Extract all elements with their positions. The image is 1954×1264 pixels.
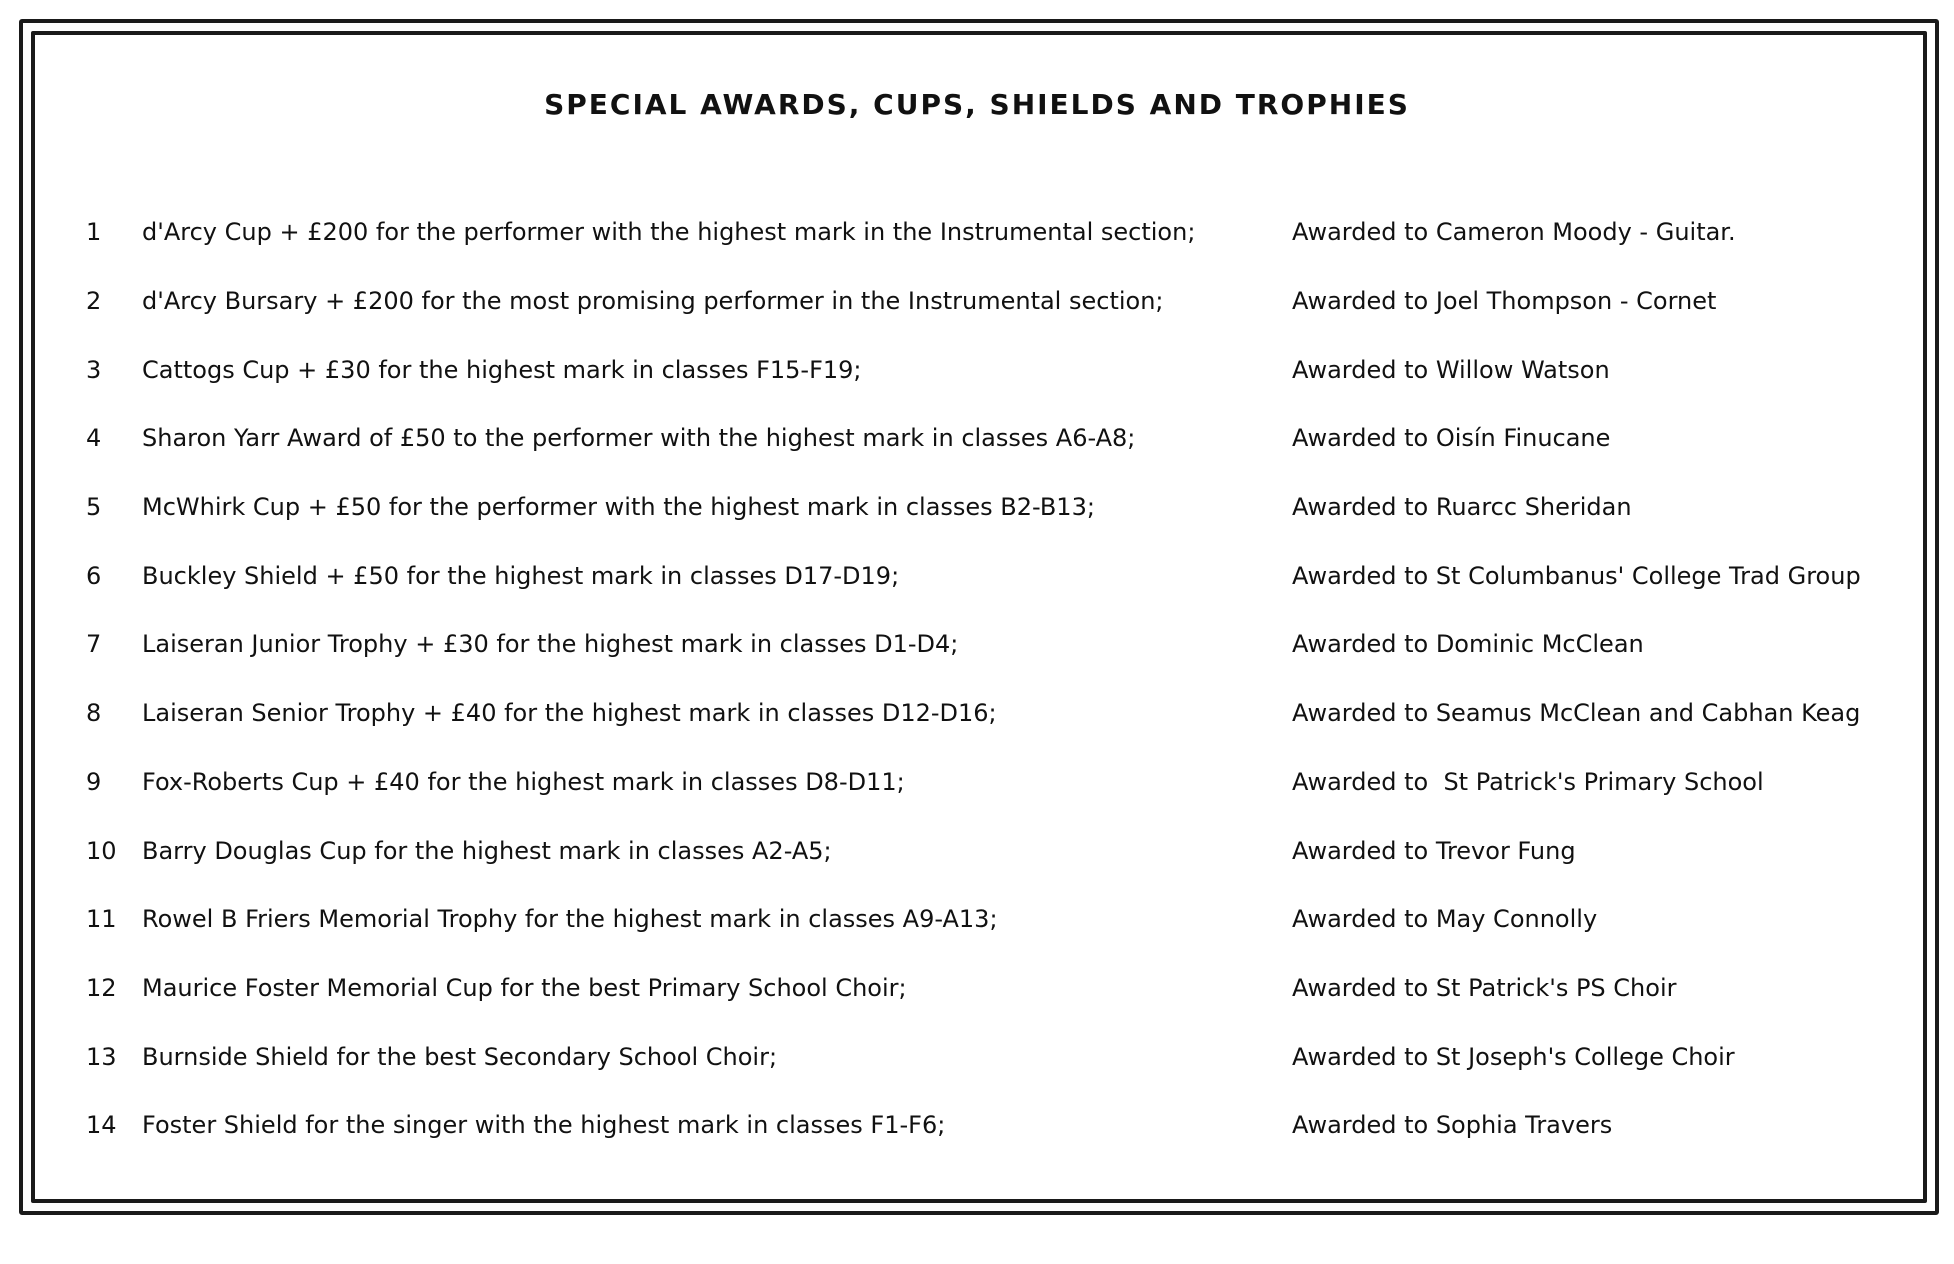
award-recipient: Awarded to Dominic McClean	[1292, 630, 1644, 659]
award-row	[86, 1022, 1886, 1091]
award-number: 8	[86, 699, 102, 728]
award-description: Rowel B Friers Memorial Trophy for the highest mark in classes A9-A13;	[142, 905, 998, 934]
award-row	[86, 748, 1886, 817]
award-recipient: Awarded to Ruarcc Sheridan	[1292, 493, 1632, 522]
award-recipient: Awarded to Cameron Moody - Guitar.	[1292, 218, 1736, 247]
award-description: Buckley Shield + £50 for the highest mark in classes D17-D19;	[142, 561, 900, 590]
award-number: 7	[86, 630, 102, 659]
award-row	[86, 954, 1886, 1023]
award-row	[86, 885, 1886, 954]
award-description: Barry Douglas Cup for the highest mark in classes A2-A5;	[142, 836, 832, 865]
award-description: Burnside Shield for the best Secondary School Choir;	[142, 1042, 778, 1071]
award-number: 3	[86, 355, 102, 384]
award-description: Laiseran Junior Trophy + £30 for the highest mark in classes D1-D4;	[142, 630, 959, 659]
award-description: d'Arcy Cup + £200 for the performer with the highest mark in the Instrumental section;	[142, 218, 1196, 247]
award-row	[86, 473, 1886, 542]
award-description: Sharon Yarr Award of £50 to the performer with the highest mark in classes A6-A8;	[142, 424, 1136, 453]
award-row	[86, 267, 1886, 336]
award-number: 13	[86, 1042, 117, 1071]
awards-list	[86, 198, 1886, 1160]
page-title: SPECIAL AWARDS, CUPS, SHIELDS AND TROPHIES	[544, 88, 1410, 121]
award-row	[86, 816, 1886, 885]
award-row	[86, 198, 1886, 267]
award-row	[86, 1091, 1886, 1160]
award-number: 6	[86, 561, 102, 590]
award-recipient: Awarded to St Patrick's PS Choir	[1292, 973, 1677, 1002]
award-recipient: Awarded to Willow Watson	[1292, 355, 1610, 384]
award-recipient: Awarded to Sophia Travers	[1292, 1111, 1613, 1140]
award-row	[86, 404, 1886, 473]
award-number: 2	[86, 287, 102, 316]
award-recipient: Awarded to St Patrick's Primary School	[1292, 767, 1764, 796]
award-number: 12	[86, 973, 117, 1002]
award-description: Maurice Foster Memorial Cup for the best Primary School Choir;	[142, 973, 907, 1002]
award-number: 4	[86, 424, 102, 453]
award-description: Fox-Roberts Cup + £40 for the highest mark in classes D8-D11;	[142, 767, 905, 796]
award-row	[86, 541, 1886, 610]
award-number: 9	[86, 767, 102, 796]
award-row	[86, 610, 1886, 679]
award-description: d'Arcy Bursary + £200 for the most promising performer in the Instrumental section;	[142, 287, 1164, 316]
award-description: Cattogs Cup + £30 for the highest mark in classes F15-F19;	[142, 355, 862, 384]
award-recipient: Awarded to May Connolly	[1292, 905, 1598, 934]
award-recipient: Awarded to Joel Thompson - Cornet	[1292, 287, 1717, 316]
award-number: 5	[86, 493, 102, 522]
award-description: McWhirk Cup + £50 for the performer with the highest mark in classes B2-B13;	[142, 493, 1095, 522]
award-description: Foster Shield for the singer with the highest mark in classes F1-F6;	[142, 1111, 946, 1140]
award-number: 11	[86, 905, 117, 934]
award-recipient: Awarded to St Columbanus' College Trad Group	[1292, 561, 1861, 590]
award-number: 10	[86, 836, 117, 865]
award-recipient: Awarded to St Joseph's College Choir	[1292, 1042, 1735, 1071]
award-number: 1	[86, 218, 102, 247]
award-recipient: Awarded to Trevor Fung	[1292, 836, 1576, 865]
award-number: 14	[86, 1111, 117, 1140]
award-row	[86, 335, 1886, 404]
award-recipient: Awarded to Seamus McClean and Cabhan Keag	[1292, 699, 1861, 728]
award-recipient: Awarded to Oisín Finucane	[1292, 424, 1611, 453]
award-row	[86, 679, 1886, 748]
award-description: Laiseran Senior Trophy + £40 for the highest mark in classes D12-D16;	[142, 699, 997, 728]
